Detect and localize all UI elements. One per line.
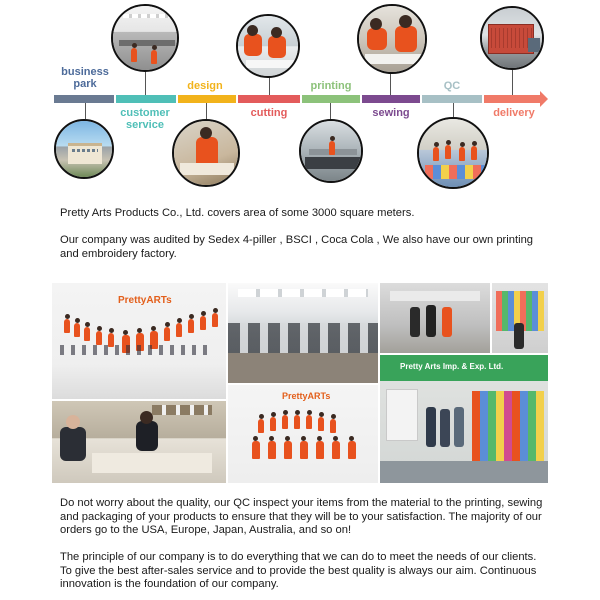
timeline-segment-customer-service [116, 95, 176, 103]
company-logo-small: PrettyARTs [282, 391, 331, 401]
step-label-cutting: cutting [250, 107, 288, 119]
step-label-printing: printing [310, 80, 352, 92]
photo-circle-business-park [54, 119, 114, 179]
step-label-delivery: delivery [493, 107, 535, 119]
photo-circle-qc [417, 117, 489, 189]
photo-trade-fair-booth [380, 355, 548, 483]
photo-circle-delivery [480, 6, 544, 70]
photo-meeting [52, 401, 226, 483]
photo-circle-design [172, 119, 240, 187]
stem [206, 103, 207, 119]
timeline-segment-cutting [238, 95, 300, 103]
timeline-segment-qc [422, 95, 482, 103]
step-label-qc: QC [443, 80, 461, 92]
intro-area-text: Pretty Arts Products Co., Ltd. covers area of some 3000 square meters. [60, 207, 415, 219]
timeline-segment-business-park [54, 95, 114, 103]
booth-banner-text: Pretty Arts Imp. & Exp. Ltd. [400, 362, 504, 371]
step-label-business-park: business park [61, 66, 109, 90]
stem [85, 103, 86, 119]
stem [390, 74, 391, 95]
photo-collage [52, 283, 548, 483]
company-logo: PrettyARTs [118, 295, 172, 306]
photo-circle-customer-service [111, 4, 179, 72]
photo-team-group [228, 385, 378, 483]
timeline-segment-printing [302, 95, 360, 103]
stem [512, 70, 513, 95]
timeline-segment-sewing [362, 95, 420, 103]
stem [330, 103, 331, 119]
intro-audit-text: Our company was audited by Sedex 4-piller , BSCI , Coca Cola , We also have our own printing and embroidery factory. [60, 234, 534, 260]
timeline-segment-delivery [484, 95, 540, 103]
photo-team-lineup [52, 283, 226, 399]
process-timeline [0, 0, 600, 200]
stem [453, 103, 454, 117]
photo-circle-sewing [357, 4, 427, 74]
photo-circle-printing [299, 119, 363, 183]
photo-bag-display [492, 283, 548, 353]
photo-office [228, 283, 378, 383]
timeline-arrow-head [540, 91, 548, 107]
step-label-customer-service: customer service [120, 107, 170, 131]
timeline-segment-design [178, 95, 236, 103]
photo-circle-cutting [236, 14, 300, 78]
quality-text: Do not worry about the quality, our QC inspect your items from the material to the printing, sewing and packaging of your products to ensure that they will be to your satisfaction. The majority of our orders go to the USA, Europe, Japan, Australia, and so on! [60, 497, 543, 537]
step-label-design: design [187, 80, 223, 92]
principle-text: The principle of our company is to do everything that we can do to meet the needs of our clients. To give the best after-sales service and to provide the best quality is always our aim. Continuous innovation is the foundation of our company. [60, 551, 537, 591]
step-label-sewing: sewing [372, 107, 410, 119]
photo-showroom-entrance [380, 283, 490, 353]
